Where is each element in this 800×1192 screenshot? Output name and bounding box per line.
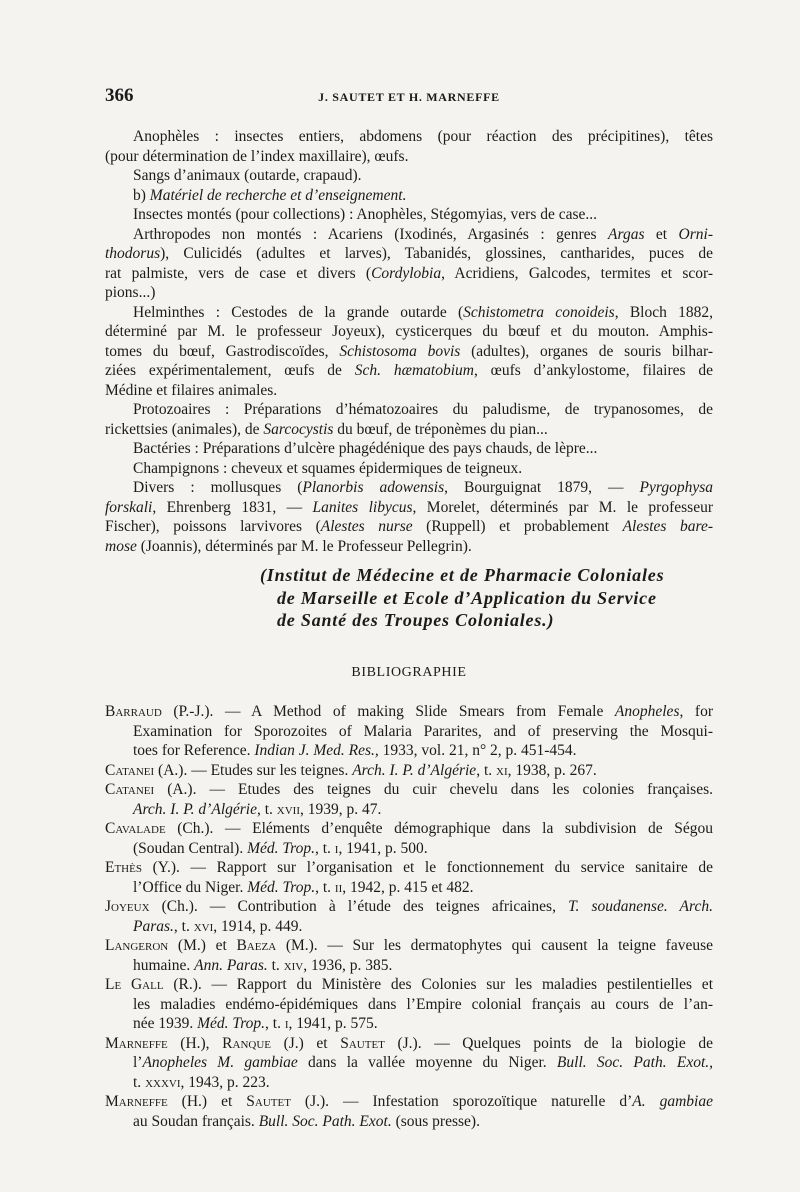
text-run: (H.) et <box>167 1093 247 1110</box>
text-run: , 1914, p. 449. <box>213 917 303 935</box>
italic-run: Orni- <box>678 225 713 243</box>
text-line <box>105 127 713 147</box>
text-run: tomes du bœuf, Gastrodiscoïdes, <box>105 342 340 360</box>
text-run: t. <box>133 1073 146 1091</box>
text-run: , 1943, p. 223. <box>180 1073 270 1091</box>
italic-run: Lanites libycus <box>312 498 413 516</box>
text-run: , t. <box>256 800 277 818</box>
italic-run: Schistometra conoideis <box>463 303 615 321</box>
text-line <box>105 839 713 859</box>
affiliation-line: (Institut de Médecine et de Pharmacie Coloniales <box>260 565 665 585</box>
text-run: Arthropodes non montés : Acariens (Ixodinés, Argasinés : genres <box>133 225 609 243</box>
italic-run: Ann. Paras. <box>194 956 268 974</box>
text-run: b) <box>133 186 150 204</box>
italic-run: Argas <box>608 225 645 243</box>
text-run: , t. <box>173 917 194 935</box>
text-run: au Soudan français. <box>133 1112 259 1130</box>
text-run: rat palmiste, vers de case et divers ( <box>105 264 372 282</box>
text-run: pions...) <box>105 284 156 301</box>
small-caps-run: ii <box>334 878 343 896</box>
text-run: Examination for Sporozoites of Malaria Pararites, and of preserving the Mosqui- <box>133 722 713 740</box>
page-number: 366 <box>105 85 134 106</box>
text-run: Sangs d’animaux (outarde, crapaud). <box>133 167 362 184</box>
affiliation-line: de Marseille et Ecole d’Application du Service <box>277 587 657 608</box>
text-line <box>105 975 713 995</box>
text-line <box>105 283 713 303</box>
text-line <box>105 936 713 956</box>
paragraph <box>105 400 713 439</box>
small-caps-run: Ethès <box>105 859 142 876</box>
italic-run: Anopheles <box>614 703 680 720</box>
italic-run: Méd. Trop. <box>247 878 316 896</box>
text-run: , Bourguignat 1879, — <box>444 479 640 496</box>
text-run: (Soudan Central). <box>133 839 248 857</box>
small-caps-run: xvii <box>276 800 301 818</box>
text-run: Anophèles : insectes entiers, abdomens (pour réaction des précipitines), têtes <box>133 128 713 145</box>
text-run: les maladies endémo-épidémiques dans l’Empire colonial français au cours de l’an- <box>133 995 713 1013</box>
small-caps-run: i <box>284 1015 289 1032</box>
italic-run: A. gambiae <box>632 1093 713 1110</box>
text-line <box>105 166 713 186</box>
bibliography-entry <box>105 1034 713 1093</box>
text-run: t. <box>267 956 284 974</box>
text-run: , for <box>679 703 713 720</box>
text-line <box>105 1112 713 1132</box>
text-line <box>105 1034 713 1054</box>
small-caps-run: Sautet <box>340 1034 385 1052</box>
running-title: J. SAUTET ET H. MARNEFFE <box>318 90 500 104</box>
text-run: , 1938, p. 267. <box>507 761 597 779</box>
institution-affiliation <box>260 564 727 632</box>
text-run: Fischer), poissons larvivores ( <box>105 518 321 535</box>
small-caps-run: Sautet <box>246 1093 291 1110</box>
text-run: (Ch.). — Contribution à l’étude des teignes africaines, <box>149 898 569 915</box>
text-run: dans la vallée moyenne du Niger. <box>297 1054 557 1071</box>
text-line <box>105 244 713 264</box>
text-line <box>105 702 713 722</box>
italic-run: Alestes nurse <box>320 518 413 535</box>
paragraph <box>105 205 713 225</box>
text-line <box>105 342 713 362</box>
small-caps-run: Marneffe <box>105 1034 168 1052</box>
text-line <box>105 517 713 537</box>
text-run: 1933, vol. 21, n° 2, p. 451-454. <box>378 742 577 759</box>
paragraph <box>105 127 713 166</box>
text-run: (M.) et <box>168 937 237 954</box>
text-line <box>105 420 713 440</box>
text-line <box>105 381 713 401</box>
text-line <box>105 995 713 1015</box>
small-caps-run: Catanei <box>105 781 155 798</box>
text-line <box>105 741 713 761</box>
small-caps-run: Le Gall <box>105 976 164 993</box>
italic-run: Arch. I. P. d’Algérie <box>352 761 477 779</box>
bibliography-entry <box>105 702 713 761</box>
text-run: , œufs d’ankylostome, filaires de <box>473 362 713 379</box>
italic-run: Méd. Trop. <box>247 839 315 857</box>
affiliation-line: de Santé des Troupes Coloniales.) <box>277 610 555 630</box>
italic-run: Méd. Trop. <box>197 1015 266 1032</box>
text-line <box>105 878 713 898</box>
text-run: , 1941, p. 575. <box>288 1015 378 1032</box>
italic-run: Sch. hæmatobium <box>354 362 474 379</box>
text-run: Helminthes : Cestodes de la grande outarde ( <box>133 303 464 321</box>
text-line <box>105 800 713 820</box>
text-run: née 1939. <box>133 1015 198 1032</box>
italic-run: Bull. Soc. Path. Exot. <box>258 1112 392 1130</box>
text-run: et <box>644 225 679 243</box>
text-line <box>105 917 713 937</box>
text-run: (Y.). — Rapport sur l’organisation et le fonctionnement du service sanitaire de <box>141 859 713 876</box>
text-line <box>105 956 713 976</box>
text-line <box>105 400 713 420</box>
italic-run: forskali <box>105 498 153 516</box>
small-caps-run: xiv <box>283 956 304 974</box>
italic-run: Bull. Soc. Path. Exot., <box>556 1054 714 1071</box>
italic-run: Indian J. Med. Res., <box>254 742 379 759</box>
italic-run: Anopheles M. gambiae <box>142 1054 298 1071</box>
text-run: (M.). — Sur les dermatophytes qui causent la teigne faveuse <box>276 937 713 954</box>
text-run: rickettsies (animales), de <box>105 420 264 438</box>
text-run: , 1941, p. 500. <box>338 839 428 857</box>
text-run: (Ruppell) et probablement <box>412 518 623 535</box>
italic-run: Arch. I. P. d’Algérie <box>133 800 257 818</box>
text-run: , 1942, p. 415 et 482. <box>342 878 474 896</box>
text-run: (adultes), organes de souris bilhar- <box>460 342 714 360</box>
italic-run: Pyrgophysa <box>639 479 714 496</box>
small-caps-run: Barraud <box>105 703 162 720</box>
text-run: ziées expérimentalement, œufs de <box>105 362 355 379</box>
italic-run: T. soudanense. Arch. <box>568 898 713 915</box>
text-line <box>105 1053 713 1073</box>
text-run: , Ehrenberg 1831, — <box>152 498 313 516</box>
text-run: (P.-J.). — A Method of making Slide Smears from Female <box>161 703 615 720</box>
text-line <box>105 147 713 167</box>
bibliography-entry <box>105 936 713 975</box>
small-caps-run: Baeza <box>236 937 277 954</box>
text-run: , 1939, p. 47. <box>300 800 382 818</box>
small-caps-run: i <box>334 839 339 857</box>
italic-run: Paras. <box>133 917 174 935</box>
text-run: , t. <box>314 839 335 857</box>
text-run: Médine et filaires animales. <box>105 381 278 399</box>
text-run: l’Office du Niger. <box>133 878 248 896</box>
text-run: , 1936, p. 385. <box>303 956 393 974</box>
small-caps-run: Marneffe <box>105 1093 168 1110</box>
text-run: Champignons : cheveux et squames épidermiques de teigneux. <box>133 459 523 477</box>
text-line <box>105 264 713 284</box>
paragraph <box>105 186 713 206</box>
text-line <box>105 361 713 381</box>
body-text <box>105 127 713 556</box>
paragraph <box>105 303 713 401</box>
text-run: Insectes montés (pour collections) : Anophèles, Stégomyias, vers de case... <box>133 206 598 223</box>
small-caps-run: Cavalade <box>105 820 166 837</box>
text-line <box>105 897 713 917</box>
small-caps-run: Catanei <box>105 761 155 779</box>
small-caps-run: xi <box>496 761 508 779</box>
small-caps-run: Ranque <box>222 1034 271 1052</box>
text-line <box>105 858 713 878</box>
text-run: (J.). — Infestation sporozoïtique naturelle d’ <box>290 1093 633 1110</box>
text-run: déterminé par M. le professeur Joyeux), cysticerques du bœuf et du mouton. Amphis- <box>105 323 713 340</box>
bibliography-entry <box>105 780 713 819</box>
bibliography-entry <box>105 819 713 858</box>
text-line <box>105 478 713 498</box>
text-run: , Acridiens, Galcodes, termites et scor- <box>441 264 713 282</box>
bibliography-heading: BIBLIOGRAPHIE <box>351 665 467 680</box>
text-run: , t. <box>265 1015 285 1032</box>
text-run: Divers : mollusques ( <box>133 479 303 496</box>
text-line <box>105 722 713 742</box>
text-run: ), Culicidés (adultes et larves), Tabanidés, glossines, cantharides, puces de <box>160 245 713 262</box>
paragraph <box>105 478 713 556</box>
text-line <box>105 205 713 225</box>
text-run: Protozoaires : Préparations d’hématozoaires du paludisme, de trypanosomes, de <box>133 401 713 418</box>
small-caps-run: xxxvi <box>145 1073 181 1091</box>
text-run: (sous presse). <box>391 1112 480 1130</box>
paragraph <box>105 439 713 459</box>
text-line <box>105 819 713 839</box>
text-run: toes for Reference. <box>133 742 255 759</box>
text-line <box>105 1073 713 1093</box>
text-line <box>105 498 713 518</box>
text-line <box>105 1092 713 1112</box>
paragraph <box>105 459 713 479</box>
italic-run: Schistosoma bovis <box>339 342 461 360</box>
text-run: , t. <box>476 761 496 779</box>
paragraph <box>105 225 713 303</box>
small-caps-run: Langeron <box>105 937 169 954</box>
text-line <box>105 225 713 245</box>
page-header <box>105 84 713 110</box>
italic-run: mose <box>105 537 137 555</box>
text-run: (Ch.). — Eléments d’enquête démographique dans la subdivision de Ségou <box>165 820 713 837</box>
paragraph <box>105 166 713 186</box>
bibliography-entry <box>105 761 713 781</box>
text-run: , Morelet, déterminés par M. le professeur <box>412 498 713 516</box>
text-run: , t. <box>315 878 335 896</box>
text-run: (Joannis), déterminés par M. le Professeur Pellegrin). <box>136 537 472 555</box>
italic-run: Planorbis adowensis <box>302 479 445 496</box>
text-line <box>105 761 713 781</box>
text-run: humaine. <box>133 956 195 974</box>
text-run: (J.) et <box>271 1034 341 1052</box>
text-run: (A.). — Etudes des teignes du cuir chevelu dans les colonies françaises. <box>154 781 713 798</box>
text-run: (R.). — Rapport du Ministère des Colonies sur les maladies pestilentielles et <box>163 976 713 993</box>
text-line <box>105 459 713 479</box>
text-run: Bactéries : Préparations d’ulcère phagédénique des pays chauds, de lèpre... <box>133 440 598 457</box>
text-line <box>105 186 713 206</box>
small-caps-run: xvi <box>193 917 214 935</box>
small-caps-run: Joyeux <box>105 898 150 915</box>
italic-run: thodorus <box>105 245 161 262</box>
text-line <box>105 322 713 342</box>
bibliography-list <box>105 702 713 1131</box>
text-run: l’ <box>133 1054 143 1071</box>
text-line <box>105 303 713 323</box>
text-line <box>105 1014 713 1034</box>
text-run: du bœuf, de tréponèmes du pian... <box>333 420 548 438</box>
bibliography-entry <box>105 975 713 1034</box>
text-line <box>105 439 713 459</box>
text-run: , Bloch 1882, <box>614 303 713 321</box>
bibliography-entry <box>105 1092 713 1131</box>
bibliography-entry <box>105 897 713 936</box>
bibliography-entry <box>105 858 713 897</box>
text-line <box>105 537 713 557</box>
italic-run: Sarcocystis <box>263 420 334 438</box>
text-run: (H.), <box>167 1034 223 1052</box>
text-line <box>105 780 713 800</box>
text-run: (pour détermination de l’index maxillaire), œufs. <box>105 147 409 165</box>
text-run: (J.). — Quelques points de la biologie de <box>384 1034 713 1052</box>
italic-run: Cordylobia <box>371 264 442 282</box>
text-run: (A.). — Etudes sur les teignes. <box>154 761 353 779</box>
italic-run: Alestes bare- <box>622 518 713 535</box>
italic-run: Matériel de recherche et d’enseignement. <box>149 186 407 204</box>
